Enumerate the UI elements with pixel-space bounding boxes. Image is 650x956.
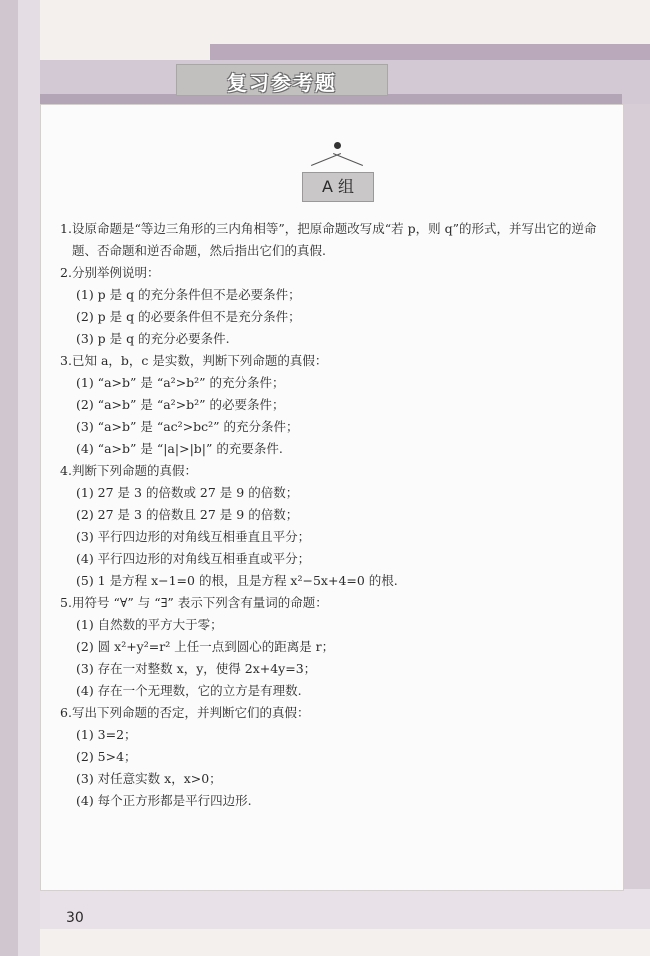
sub-item: (1) 3=2； [76,727,137,742]
hanging-string-right [333,153,363,166]
page-title: 复习参考题 [227,71,337,95]
decor-band-bottom [40,889,650,929]
problem-2 [60,262,610,350]
problem-text: 题、否命题和逆否命题，然后指出它们的真假. [72,243,326,258]
sub-item: (3) 对任意实数 x，x>0； [76,771,222,786]
problem-text: 已知 a，b，c 是实数，判断下列命题的真假： [72,353,328,368]
problem-number: 1. [60,221,72,236]
problem-number: 5. [60,595,72,610]
sub-item: (2) 5>4； [76,749,137,764]
problem-3 [60,350,610,460]
sub-item: (3) “a>b” 是 “ac²>bc²” 的充分条件； [76,419,299,434]
sub-item: (1) p 是 q 的充分条件但不是必要条件； [76,287,301,302]
problem-text: 用符号 “∀” 与 “∃” 表示下列含有量词的命题： [72,595,328,610]
sub-item: (2) “a>b” 是 “a²>b²” 的必要条件； [76,397,285,412]
problem-5 [60,592,610,702]
problem-text: 分别举例说明： [72,265,160,280]
problem-6 [60,702,610,812]
problem-number: 4. [60,463,72,478]
sub-item: (5) 1 是方程 x−1=0 的根，且是方程 x²−5x+4=0 的根. [76,573,398,588]
problem-text: 设原命题是“等边三角形的三内角相等”，把原命题改写成“若 p，则 q”的形式，并写出它的逆命 [72,221,597,236]
sub-item: (4) 存在一个无理数，它的立方是有理数. [76,683,302,698]
problem-number: 2. [60,265,72,280]
sub-item: (2) 圆 x²+y²=r² 上任一点到圆心的距离是 r； [76,639,335,654]
sub-item: (4) “a>b” 是 “|a|>|b|” 的充要条件. [76,441,283,456]
problem-4 [60,460,610,592]
decor-stripe-left [0,0,18,956]
sub-item: (3) 平行四边形的对角线互相垂直且平分； [76,529,311,544]
problem-text: 写出下列命题的否定，并判断它们的真假： [72,705,310,720]
decor-stripe-left-2 [18,0,40,956]
sub-item: (2) p 是 q 的必要条件但不是充分条件； [76,309,301,324]
sub-item: (1) 自然数的平方大于零； [76,617,223,632]
problem-1 [60,218,610,262]
sub-item: (4) 每个正方形都是平行四边形. [76,793,252,808]
problem-number: 6. [60,705,72,720]
page-number: 30 [66,910,84,926]
problem-list [60,218,610,812]
sub-item: (2) 27 是 3 的倍数且 27 是 9 的倍数； [76,507,299,522]
decor-stripe-right [622,60,650,890]
decor-band-top [210,44,650,60]
problem-text: 判断下列命题的真假： [72,463,198,478]
sub-item: (4) 平行四边形的对角线互相垂直或平分； [76,551,311,566]
title-banner [176,64,388,96]
pin-icon [334,142,341,149]
group-label: A 组 [302,172,374,202]
problem-number: 3. [60,353,72,368]
sub-item: (1) “a>b” 是 “a²>b²” 的充分条件； [76,375,285,390]
sub-item: (3) p 是 q 的充分必要条件. [76,331,230,346]
sub-item: (1) 27 是 3 的倍数或 27 是 9 的倍数； [76,485,299,500]
group-sign [302,142,372,202]
sub-item: (3) 存在一对整数 x，y，使得 2x+4y=3； [76,661,317,676]
